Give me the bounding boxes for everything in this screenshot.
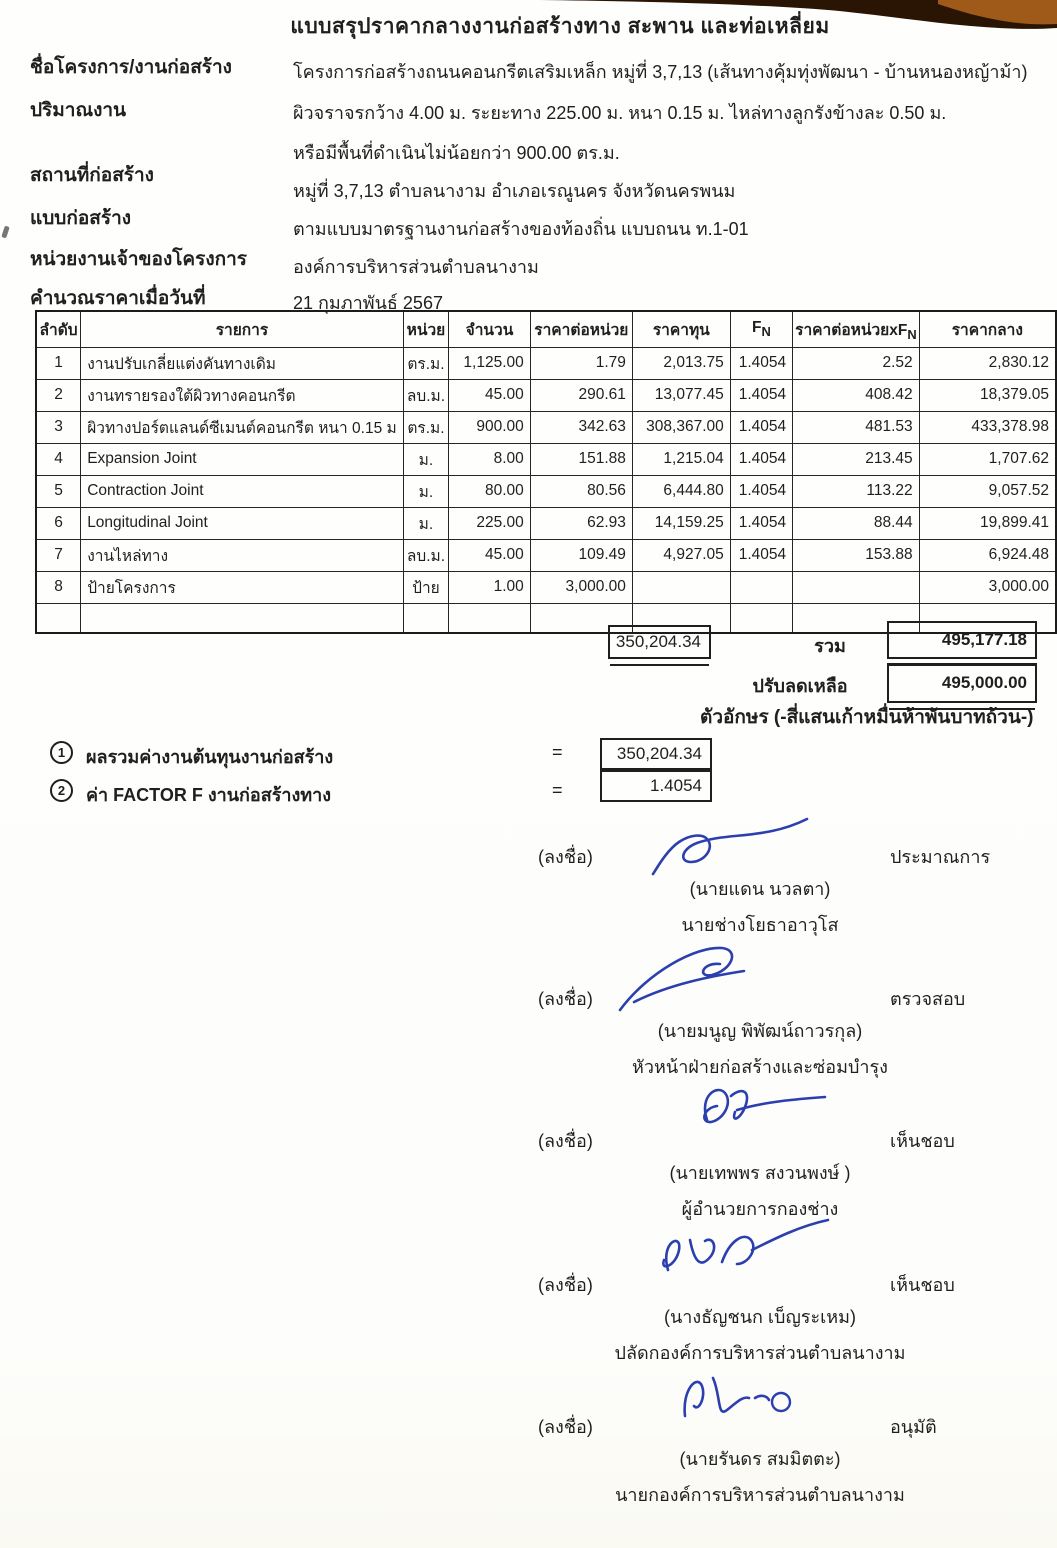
signature-role: เห็นชอบ — [890, 1275, 955, 1295]
signer-position: นายช่างโยธาอาวุโส — [681, 915, 839, 935]
table-header-cell: ราคาต่อหน่วย$xF_N$ — [793, 311, 920, 347]
table-cell: 1,707.62 — [919, 443, 1056, 475]
signature-ink — [645, 812, 845, 882]
table-cell: 213.45 — [793, 443, 920, 475]
table-cell: 80.56 — [530, 475, 632, 507]
signature-ink — [655, 1364, 825, 1449]
table-cell: 2 — [36, 379, 81, 411]
signature-ink — [645, 1076, 855, 1156]
table-cell — [449, 603, 531, 633]
table-cell: 1.4054 — [730, 379, 792, 411]
table-cell — [730, 571, 792, 603]
table-header-cell: จำนวน — [449, 311, 531, 347]
table-cell: 153.88 — [793, 539, 920, 571]
table-cell: 3,000.00 — [919, 571, 1056, 603]
table-cell: Contraction Joint — [81, 475, 404, 507]
value-construction-site: หมู่ที่ 3,7,13 ตำบลนางาม อำเภอเรณูนคร จังหวัดนครพนม — [293, 181, 736, 201]
table-cell: 408.42 — [793, 379, 920, 411]
table-header-row — [36, 311, 1056, 347]
label-construction-drawing: แบบก่อสร้าง — [30, 208, 132, 229]
signer-name: (นายแดน นวลตา) — [689, 879, 831, 899]
adjusted-value-box: 495,000.00 — [887, 663, 1037, 703]
table-cell: 1.79 — [530, 347, 632, 379]
table-header-cell: ราคากลาง — [919, 311, 1056, 347]
table-cell: 1.4054 — [730, 539, 792, 571]
table-cell: 109.49 — [530, 539, 632, 571]
table-cell: 9,057.52 — [919, 475, 1056, 507]
table-cell — [81, 603, 404, 633]
cost-sum-underline — [610, 664, 709, 666]
circled-number-2: 2 — [50, 779, 73, 802]
table-cell: 62.93 — [530, 507, 632, 539]
table-header-cell: ราคาต่อหน่วย — [530, 311, 632, 347]
signature-block — [450, 1396, 1040, 1531]
table-row — [36, 443, 1056, 475]
table-row — [36, 411, 1056, 443]
table-cell: ป้ายโครงการ — [81, 571, 404, 603]
table-cell: 342.63 — [530, 411, 632, 443]
table-cell: 88.44 — [793, 507, 920, 539]
table-cell — [730, 603, 792, 633]
table-cell: ลบ.ม. — [403, 539, 448, 571]
table-cell: ม. — [403, 443, 448, 475]
signature-role: เห็นชอบ — [890, 1131, 955, 1151]
signer-position: หัวหน้าฝ่ายก่อสร้างและซ่อมบำรุง — [632, 1057, 888, 1077]
label-price-date: คำนวณราคาเมื่อวันที่ — [30, 288, 206, 309]
table-cell: 6,924.48 — [919, 539, 1056, 571]
table-cell: ม. — [403, 475, 448, 507]
signer-name: (นายเทพพร สงวนพงษ์ ) — [669, 1163, 851, 1183]
table-cell: งานไหล่ทาง — [81, 539, 404, 571]
table-cell — [632, 571, 730, 603]
sign-here-label: (ลงชื่อ) — [538, 1417, 593, 1437]
table-cell: 113.22 — [793, 475, 920, 507]
table-cell: 7 — [36, 539, 81, 571]
table-cell: 45.00 — [449, 539, 531, 571]
table-cell: 481.53 — [793, 411, 920, 443]
table-cell — [36, 603, 81, 633]
table-cell: 1,215.04 — [632, 443, 730, 475]
factor-1-value-box: 350,204.34 — [600, 738, 712, 770]
table-cell: 2.52 — [793, 347, 920, 379]
table-cell: ผิวทางปอร์ตแลนด์ซีเมนต์คอนกรีต หนา 0.15 ม — [81, 411, 404, 443]
label-work-quantity: ปริมาณงาน — [30, 100, 127, 121]
value-owner-agency: องค์การบริหารส่วนตำบลนางาม — [293, 257, 539, 277]
sign-here-label: (ลงชื่อ) — [538, 847, 593, 867]
signer-name: (นายรันดร สมมิตตะ) — [679, 1449, 841, 1469]
scan-artifact-mark — [1, 226, 9, 239]
table-cell: 8.00 — [449, 443, 531, 475]
table-cell: 6 — [36, 507, 81, 539]
document-title: แบบสรุปราคากลางงานก่อสร้างทาง สะพาน และท่อเหลี่ยม — [290, 15, 830, 38]
table-cell: Longitudinal Joint — [81, 507, 404, 539]
sign-here-label: (ลงชื่อ) — [538, 1275, 593, 1295]
table-cell: 19,899.41 — [919, 507, 1056, 539]
table-cell — [793, 571, 920, 603]
value-construction-drawing: ตามแบบมาตรฐานงานก่อสร้างของท้องถิ่น แบบถนน ท.1-01 — [293, 219, 749, 239]
table-cell: 4 — [36, 443, 81, 475]
table-cell: ลบ.ม. — [403, 379, 448, 411]
table-cell — [403, 603, 448, 633]
value-project-name: โครงการก่อสร้างถนนคอนกรีตเสริมเหล็ก หมู่ที่ 3,7,13 (เส้นทางคุ้มทุ่งพัฒนา - บ้านหนองหญ้าม้า) — [293, 62, 1028, 82]
table-row — [36, 379, 1056, 411]
table-cell: 2,013.75 — [632, 347, 730, 379]
table-cell: 151.88 — [530, 443, 632, 475]
table-cell: 900.00 — [449, 411, 531, 443]
table-cell: 1.4054 — [730, 411, 792, 443]
signer-name: (นายมนูญ พิพัฒน์ถาวรกุล) — [657, 1021, 863, 1041]
table-cell: งานทรายรองใต้ผิวทางคอนกรีต — [81, 379, 404, 411]
cost-sum-box: 350,204.34 — [608, 625, 711, 659]
value-price-date: 21 กุมภาพันธ์ 2567 — [293, 293, 443, 313]
label-owner-agency: หน่วยงานเจ้าของโครงการ — [30, 249, 247, 270]
table-cell: 1.4054 — [730, 443, 792, 475]
table-cell: 4,927.05 — [632, 539, 730, 571]
table-cell: 1.4054 — [730, 347, 792, 379]
signer-position: นายกองค์การบริหารส่วนตำบลนางาม — [615, 1485, 905, 1505]
table-cell: 290.61 — [530, 379, 632, 411]
table-cell: 45.00 — [449, 379, 531, 411]
table-cell: 5 — [36, 475, 81, 507]
label-project-name: ชื่อโครงการ/งานก่อสร้าง — [30, 57, 232, 78]
table-cell: งานปรับเกลี่ยแต่งคันทางเดิม — [81, 347, 404, 379]
table-row — [36, 507, 1056, 539]
signature-ink — [630, 1218, 860, 1308]
table-cell: Expansion Joint — [81, 443, 404, 475]
table-cell: 3 — [36, 411, 81, 443]
sign-here-label: (ลงชื่อ) — [538, 1131, 593, 1151]
table-cell: 80.00 — [449, 475, 531, 507]
table-cell: 1.00 — [449, 571, 531, 603]
table-header-cell: ลำดับ — [36, 311, 81, 347]
adjusted-label: ปรับลดเหลือ — [752, 676, 848, 696]
table-cell: ป้าย — [403, 571, 448, 603]
table-cell: 13,077.45 — [632, 379, 730, 411]
table-cell: 6,444.80 — [632, 475, 730, 507]
signature-role: ตรวจสอบ — [890, 989, 966, 1009]
table-cell: 8 — [36, 571, 81, 603]
value-quantity-line2: หรือมีพื้นที่ดำเนินไม่น้อยกว่า 900.00 ตร.ม. — [293, 143, 620, 163]
table-row — [36, 475, 1056, 507]
sum-label: รวม — [814, 636, 846, 656]
table-header-cell: ราคาทุน — [632, 311, 730, 347]
table-cell: 1.4054 — [730, 507, 792, 539]
table-header-cell: $F_N$ — [730, 311, 792, 347]
amount-in-words: ตัวอักษร (-สี่แสนเก้าหมื่นห้าพันบาทถ้วน-) — [700, 707, 1034, 728]
factor-1-equals: = — [552, 742, 563, 762]
table-cell: ตร.ม. — [403, 411, 448, 443]
sign-here-label: (ลงชื่อ) — [538, 989, 593, 1009]
circled-number-1: 1 — [50, 741, 73, 764]
label-construction-site: สถานที่ก่อสร้าง — [30, 165, 154, 186]
value-quantity-line1: ผิวจราจรกว้าง 4.00 ม. ระยะทาง 225.00 ม. หนา 0.15 ม. ไหล่ทางลูกรังข้างละ 0.50 ม. — [293, 103, 947, 123]
table-cell: 18,379.05 — [919, 379, 1056, 411]
table-cell: 308,367.00 — [632, 411, 730, 443]
factor-2-label: ค่า FACTOR F งานก่อสร้างทาง — [86, 785, 332, 805]
factor-1-label: ผลรวมค่างานต้นทุนงานก่อสร้าง — [86, 747, 334, 767]
factor-2-equals: = — [552, 780, 563, 800]
table-cell: 1.4054 — [730, 475, 792, 507]
table-cell: 433,378.98 — [919, 411, 1056, 443]
signature-ink — [600, 938, 810, 1023]
factor-2-value-box: 1.4054 — [600, 770, 712, 802]
table-row — [36, 571, 1056, 603]
table-cell: ม. — [403, 507, 448, 539]
signer-position: ปลัดกองค์การบริหารส่วนตำบลนางาม — [614, 1343, 906, 1363]
table-cell: 2,830.12 — [919, 347, 1056, 379]
sum-value-box: 495,177.18 — [887, 621, 1037, 659]
signature-role: อนุมัติ — [890, 1417, 937, 1437]
table-row — [36, 539, 1056, 571]
table-cell: 1 — [36, 347, 81, 379]
table-cell: ตร.ม. — [403, 347, 448, 379]
signer-position: ผู้อำนวยการกองช่าง — [681, 1199, 839, 1219]
table-row — [36, 347, 1056, 379]
table-header-cell: หน่วย — [403, 311, 448, 347]
table-header-cell: รายการ — [81, 311, 404, 347]
table-cell: 225.00 — [449, 507, 531, 539]
table-cell: 14,159.25 — [632, 507, 730, 539]
table-cell: 1,125.00 — [449, 347, 531, 379]
cost-table — [35, 310, 1057, 634]
signer-name: (นางธัญชนก เบ็ญระเหม) — [663, 1307, 857, 1327]
table-cell: 3,000.00 — [530, 571, 632, 603]
signature-role: ประมาณการ — [890, 847, 991, 867]
